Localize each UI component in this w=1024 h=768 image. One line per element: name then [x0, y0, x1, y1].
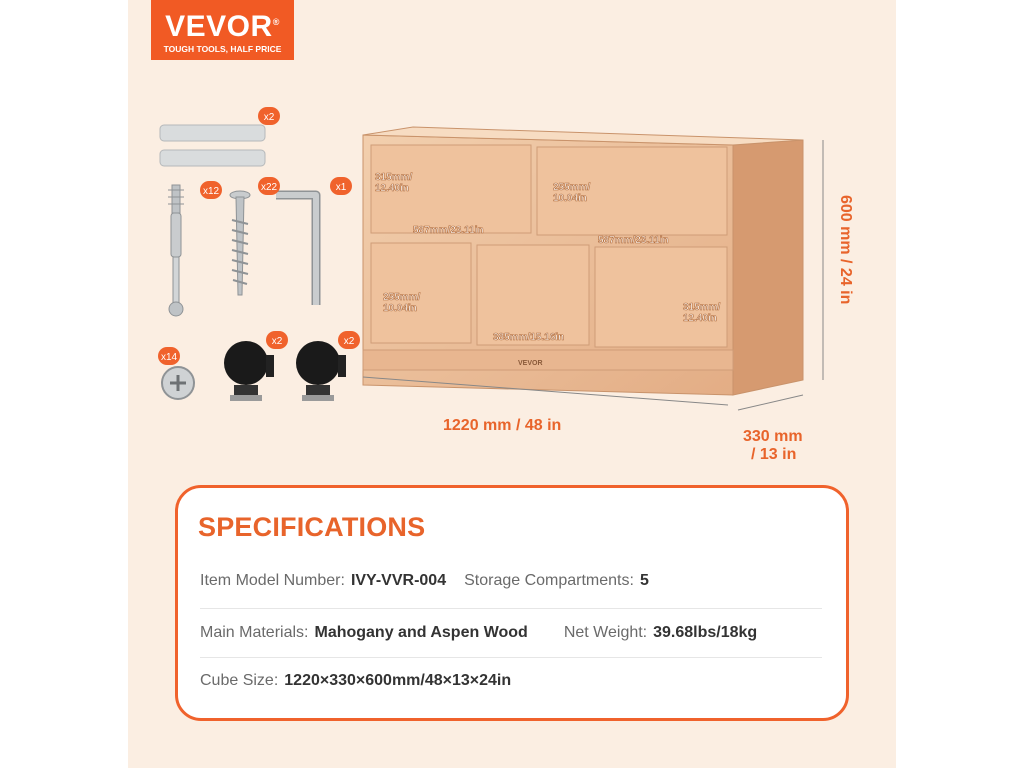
caster-wheel-brake-qty-label: x2	[343, 336, 355, 347]
overall-depth-line2: / 13 in	[751, 446, 797, 463]
dim-bottom-left-height: 255mm/ 10.04in	[383, 292, 421, 314]
brand-name: VEVOR	[165, 10, 273, 43]
spec-label-materials: Main Materials:	[200, 624, 309, 641]
spec-label-cube-size: Cube Size:	[200, 672, 279, 689]
spec-value-model: IVY-VVR-004	[350, 572, 447, 589]
spec-value-weight: 39.68lbs/18kg	[653, 624, 758, 641]
storage-cabinet-diagram	[353, 125, 863, 470]
caster-wheel-brake-icon	[296, 341, 346, 401]
mounting-strip-qty-label: x2	[263, 112, 275, 123]
product-infographic	[128, 0, 896, 768]
wood-screw-qty-badge	[258, 177, 280, 195]
spec-value-compartments: 5	[639, 572, 649, 589]
dim-top-left-width: 587mm/23.11in	[413, 225, 484, 236]
spec-label-weight: Net Weight:	[563, 624, 648, 641]
cam-bolt-icon	[168, 185, 184, 316]
cam-lock-qty-badge	[158, 347, 180, 365]
dim-top-left-height: 315mm/ 12.40in	[375, 172, 413, 194]
cabinet-brand-mark: VEVOR	[518, 360, 543, 367]
spec-row-3	[200, 672, 822, 690]
brand-tagline: TOUGH TOOLS, HALF PRICE	[163, 44, 282, 54]
spec-row-1	[200, 572, 822, 590]
cam-lock-qty-label: x14	[160, 352, 178, 363]
cabinet-body	[363, 127, 803, 395]
spec-row-2	[200, 624, 822, 642]
overall-height: 600 mm / 24 in	[837, 195, 854, 305]
cam-bolt-qty-label: x12	[202, 186, 220, 197]
brand-logo	[151, 0, 294, 60]
mounting-strip-icon	[160, 125, 265, 166]
overall-depth-line1: 330 mm	[743, 428, 803, 445]
dim-top-right-width: 587mm/23.11in	[598, 235, 669, 246]
allen-wrench-icon	[276, 195, 316, 305]
spec-divider	[200, 657, 822, 658]
specifications-card	[175, 485, 849, 721]
dim-top-right-height: 255mm/ 10.04in	[553, 182, 591, 204]
spec-divider	[200, 608, 822, 609]
allen-wrench-qty-label: x1	[335, 182, 347, 193]
registered-mark: ®	[272, 17, 280, 27]
mounting-strip-qty-badge	[258, 107, 280, 125]
wood-screw-qty-label: x22	[260, 182, 278, 193]
dim-bottom-right-height: 315mm/ 12.40in	[683, 302, 721, 324]
allen-wrench-qty-badge	[330, 177, 352, 195]
spec-value-cube-size: 1220×330×600mm/48×13×24in	[284, 672, 512, 689]
hardware-parts	[148, 95, 368, 435]
caster-wheel-icon	[224, 341, 274, 401]
caster-wheel-qty-label: x2	[271, 336, 283, 347]
caster-wheel-qty-badge	[266, 331, 288, 349]
spec-label-model: Item Model Number:	[200, 572, 345, 589]
spec-label-compartments: Storage Compartments:	[464, 572, 634, 589]
dim-bottom-middle-width: 385mm/15.16in	[493, 332, 565, 343]
wood-screw-icon	[230, 191, 250, 295]
specifications-title: SPECIFICATIONS	[198, 512, 426, 542]
cam-bolt-qty-badge	[200, 181, 222, 199]
spec-value-materials: Mahogany and Aspen Wood	[314, 624, 528, 641]
overall-width: 1220 mm / 48 in	[443, 417, 562, 434]
cam-lock-icon	[162, 367, 194, 399]
